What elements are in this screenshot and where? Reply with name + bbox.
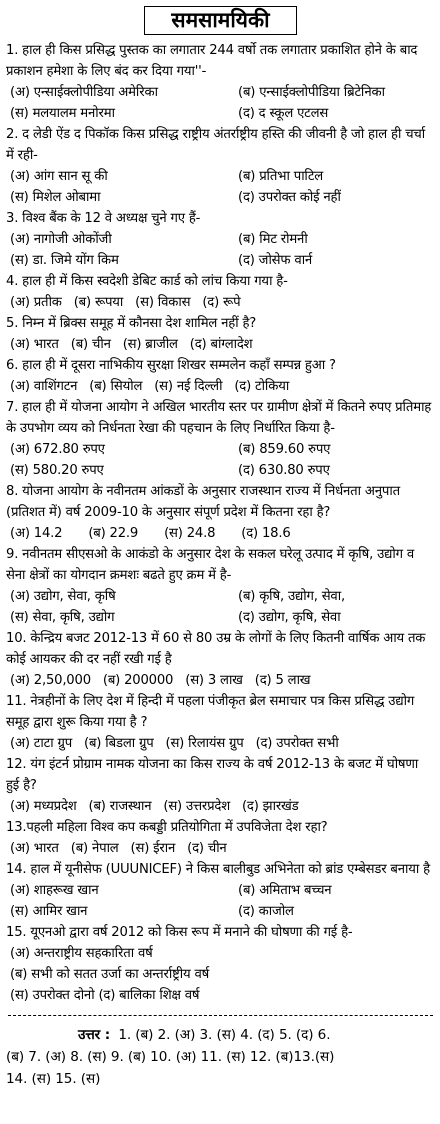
option-d: (द) 630.80 रुपए xyxy=(238,463,330,478)
question-text: 4. हाल ही में किस स्वदेशी डेबिट कार्ड को लांच किया गया है- xyxy=(6,274,288,289)
option-c: (स) उत्तरप्रदेश xyxy=(163,799,230,814)
option-d: (द) झारखंड xyxy=(241,799,299,814)
options-row xyxy=(6,523,435,544)
option-b: (ब) 22.9 xyxy=(88,526,139,541)
option-b: (ब) मिट रोमनी xyxy=(238,232,308,247)
option-d: (द) उद्योग, कृषि, सेवा xyxy=(238,610,341,625)
option-a: (अ) उद्योग, सेवा, कृषि xyxy=(10,589,116,604)
option-a: (अ) प्रतीक xyxy=(10,295,62,310)
option-c: (स) मलयालम मनोरमा xyxy=(10,106,115,121)
answer-line-1 xyxy=(6,1024,435,1046)
option-c: (स) 24.8 xyxy=(164,526,216,541)
question-text: 1. हाल ही किस प्रसिद्ध पुस्तक का लगातार 244 वर्षो तक लगातार प्रकाशित होने के बाद प्रकाशन हमेशा के लिए बंद कर दिया गया''- xyxy=(6,43,418,79)
option-b: (ब) 200000 xyxy=(102,673,174,688)
option-b: (ब) सभी को सतत उर्जा का अन्तर्राष्ट्रीय वर्ष xyxy=(10,967,210,982)
question-4 xyxy=(6,271,435,313)
option-b: (ब) 859.60 रुपए xyxy=(238,442,331,457)
option-b: (ब) बिडला ग्रुप xyxy=(84,736,154,751)
question-text: 12. यंग इंटर्न प्रोग्राम नामक योजना का किस राज्य के वर्ष 2012-13 के बजट में घोषणा हुई है? xyxy=(6,757,419,793)
option-b: (ब) कृषि, उद्योग, सेवा, xyxy=(238,589,345,604)
options-grid xyxy=(6,229,435,271)
answer-label: उत्तर : xyxy=(78,1027,111,1043)
question-15 xyxy=(6,922,435,1006)
option-c: (स) विकास xyxy=(135,295,191,310)
question-5 xyxy=(6,313,435,355)
option-a: (अ) भारत xyxy=(10,841,59,856)
options-grid xyxy=(6,439,435,481)
option-d: (द) 5 लाख xyxy=(254,673,311,688)
option-c: (स) 3 लाख xyxy=(185,673,243,688)
options-row xyxy=(6,796,435,817)
option-a: (अ) आंग सान सू की xyxy=(10,169,108,184)
question-13 xyxy=(6,817,435,859)
option-c: (स) आमिर खान xyxy=(10,904,88,919)
option-a: (अ) 2,50,000 xyxy=(10,673,91,688)
option-c: (स) मिशेल ओबामा xyxy=(10,190,101,205)
question-text: 6. हाल ही में दूसरा नाभिकीय सुरक्षा शिखर सम्मलेन कहाँ सम्पन्न हुआ ? xyxy=(6,358,336,373)
option-d: (द) उपरोक्त सभी xyxy=(255,736,339,751)
option-a: (अ) टाटा ग्रुप xyxy=(10,736,73,751)
option-b: (ब) रूपया xyxy=(73,295,124,310)
option-a: (अ) नागोजी ओकोंजी xyxy=(10,232,112,247)
answer-key xyxy=(6,1024,435,1090)
option-a: (अ) 14.2 xyxy=(10,526,63,541)
question-text: 8. योजना आयोग के नवीनतम आंकडों के अनुसार राजस्थान राज्य में निर्धनता अनुपात (प्रतिशत में) वर्ष 2009-10 के अनुसार संपूर्ण प्रदेश में कितना रहा है? xyxy=(6,484,400,520)
option-b: (ब) एन्साईक्लोपीडिया ब्रिटेनिका xyxy=(238,85,385,100)
question-14 xyxy=(6,859,435,922)
question-6 xyxy=(6,355,435,397)
answer-text-1: 1. (ब) 2. (अ) 3. (स) 4. (द) 5. (द) 6. xyxy=(118,1027,331,1043)
option-b: (ब) अमिताभ बच्चन xyxy=(238,883,332,898)
option-b: (ब) नेपाल xyxy=(70,841,119,856)
option-d: (द) काजोल xyxy=(238,904,294,919)
option-b: (ब) चीन xyxy=(70,337,111,352)
option-d: (द) द स्कूल एटलस xyxy=(238,106,329,121)
option-d: (द) उपरोक्त कोई नहीं xyxy=(238,190,341,205)
option-d: (द) रूपे xyxy=(202,295,241,310)
question-text: 14. हाल में यूनीसेफ (UUUNICEF) ने किस बालीबुड अभिनेता को ब्रांड एम्बेसडर बनाया है xyxy=(6,862,430,877)
question-text: 2. द लेडी ऐंड द पिकॉक किस प्रसिद्ध राष्ट्रीय अंतर्राष्ट्रीय हस्ति की जीवनी है जो हाल ही चर्चा में रही- xyxy=(6,127,425,163)
option-a: (अ) 672.80 रुपए xyxy=(10,442,105,457)
option-a: (अ) अन्तराष्ट्रीय सहकारिता वर्ष xyxy=(10,946,153,961)
options-grid xyxy=(6,586,435,628)
option-a: (अ) भारत xyxy=(10,337,59,352)
options-row xyxy=(6,733,435,754)
option-a: (अ) शाहरूख खान xyxy=(10,883,99,898)
option-d: (द) जोसेफ वार्न xyxy=(238,253,313,268)
option-a: (अ) मध्यप्रदेश xyxy=(10,799,77,814)
options-row xyxy=(6,670,435,691)
options-row xyxy=(6,292,435,313)
question-text: 13.पहली महिला विश्व कप कबड्डी प्रतियोगिता में उपविजेता देश रहा? xyxy=(6,820,328,835)
option-c: (स) रिलायंस ग्रुप xyxy=(165,736,244,751)
question-10 xyxy=(6,628,435,691)
question-7 xyxy=(6,397,435,481)
options-grid xyxy=(6,166,435,208)
question-3 xyxy=(6,208,435,271)
option-b: (ब) प्रतिभा पाटिल xyxy=(238,169,324,184)
answer-line-3: 14. (स) 15. (स) xyxy=(6,1071,101,1087)
options-row xyxy=(6,838,435,859)
title-wrap xyxy=(6,6,435,40)
question-8 xyxy=(6,481,435,544)
options-grid xyxy=(6,880,435,922)
option-c: (स) ब्राजील xyxy=(122,337,178,352)
question-9 xyxy=(6,544,435,628)
option-d: (द) टोकिया xyxy=(234,379,290,394)
option-c: (स) सेवा, कृषि, उद्योग xyxy=(10,610,115,625)
option-c: (स) 580.20 रुपए xyxy=(10,463,104,478)
question-2 xyxy=(6,124,435,208)
options-grid xyxy=(6,82,435,124)
question-12 xyxy=(6,754,435,817)
options-row xyxy=(6,376,435,397)
option-d: (द) 18.6 xyxy=(241,526,291,541)
option-b: (ब) सियोल xyxy=(89,379,143,394)
option-b: (ब) राजस्थान xyxy=(88,799,152,814)
option-d: (द) चीन xyxy=(187,841,227,856)
question-text: 11. नेत्रहीनों के लिए देश में हिन्दी में पहला पंजीकृत ब्रेल समाचार पत्र किस प्रसिद्ध उद्योग समूह द्वारा शुरू किया गया है ? xyxy=(6,694,415,730)
question-text: 3. विश्व बैंक के 12 वे अध्यक्ष चुने गए हैं- xyxy=(6,211,201,226)
question-text: 9. नवीनतम सीएसओ के आकंडो के अनुसार देश के सकल घरेलू उत्पाद में कृषि, उद्योग व सेना क्षेत्रों का योगदान क्रमशः बढते हुए क्रम में है- xyxy=(6,547,414,583)
option-d: (द) बांग्लादेश xyxy=(189,337,253,352)
question-text: 15. यूएनओ द्वारा वर्ष 2012 को किस रूप में मनाने की घोषणा की गई है- xyxy=(6,925,353,940)
option-c: (स) नई दिल्ली xyxy=(154,379,223,394)
option-c: (स) ईरान xyxy=(130,841,176,856)
option-a: (अ) वाशिंगटन xyxy=(10,379,78,394)
option-cd: (स) उपरोक्त दोनो (द) बालिका शिक्ष वर्ष xyxy=(10,988,200,1003)
question-text: 7. हाल ही में योजना आयोग ने अखिल भारतीय स्तर पर ग्रामीण क्षेत्रों में कितने रुपए प्रतिमाह के उपभोग व्यय को निर्धनता रेखा की पहचान के लिए निर्धारित किया है- xyxy=(6,400,432,436)
question-1 xyxy=(6,40,435,124)
answer-line-2: (ब) 7. (अ) 8. (स) 9. (ब) 10. (अ) 11. (स) 12. (ब)13.(स) xyxy=(6,1049,335,1065)
question-text: 10. केन्द्रिय बजट 2012-13 में 60 से 80 उम्र के लोगों के लिए कितनी वार्षिक आय तक कोई आयकर की दर नहीं रखी गई है xyxy=(6,631,426,667)
question-11 xyxy=(6,691,435,754)
page-title: समसामयिकी xyxy=(144,6,296,35)
options-row xyxy=(6,334,435,355)
question-text: 5. निम्न में ब्रिक्स समूह में कौनसा देश शामिल नहीं है? xyxy=(6,316,257,331)
divider xyxy=(8,1015,433,1016)
option-c: (स) डा. जिमे योंग किम xyxy=(10,253,119,268)
option-a: (अ) एन्साईक्लोपीडिया अमेरिका xyxy=(10,85,158,100)
